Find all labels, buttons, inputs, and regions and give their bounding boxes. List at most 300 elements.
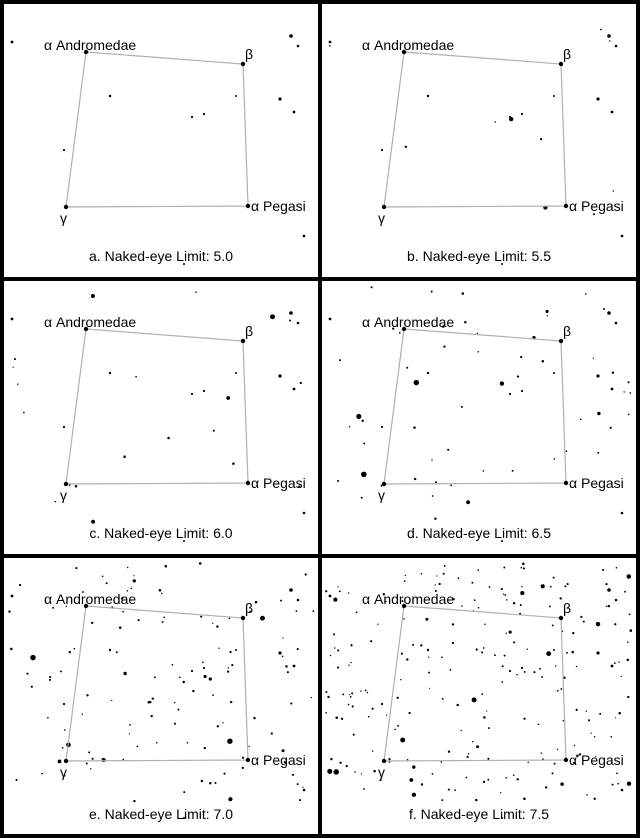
star [10,648,13,651]
panel-b-chart [322,4,636,277]
star [182,681,185,684]
label-gamma: γ [378,487,385,503]
star [363,442,365,444]
star [204,747,206,749]
star [154,676,156,678]
star [8,610,10,612]
star [106,582,108,584]
star [179,676,181,678]
star [11,595,14,598]
star [627,696,629,698]
star [607,311,611,315]
star [62,747,64,749]
star [521,390,523,392]
star [285,665,287,667]
star [553,649,555,651]
star [586,794,588,796]
star [271,732,273,734]
star [74,648,76,650]
star [542,360,545,363]
star [488,727,490,729]
star [612,371,614,373]
star [289,588,293,592]
star [471,582,473,584]
star [60,670,62,672]
star [421,573,423,575]
star [335,716,338,719]
panel-c-caption: c. Naked-eye Limit: 6.0 [89,525,233,541]
star [500,381,504,385]
star [394,729,396,731]
star [123,455,126,458]
star [131,588,133,590]
star [350,662,351,663]
star [31,686,33,688]
star [513,774,515,776]
star [481,651,483,653]
star [260,616,265,621]
alpha-pegasi-star [564,481,568,485]
star [572,632,574,634]
star [627,574,631,578]
gamma-star [382,205,386,209]
gamma-star [64,205,68,209]
label-gamma: γ [378,210,385,226]
star [361,497,363,499]
star [297,322,300,325]
great-square-outline [384,606,566,761]
panel-e [4,558,318,834]
star [123,672,126,675]
star [432,495,434,497]
star [618,661,620,663]
star [509,117,513,121]
star [370,640,372,642]
star [428,657,429,658]
star [334,647,336,649]
star [627,659,630,662]
star [11,318,14,321]
star [476,648,478,650]
star [564,585,566,587]
star [209,677,212,680]
star [287,671,289,673]
star [487,758,489,760]
star [611,665,614,668]
star [297,45,300,48]
label-beta: β [563,46,572,62]
panel-c [4,281,318,554]
star [293,111,296,114]
star [523,567,525,569]
star [593,358,594,359]
star [481,693,483,695]
star [600,29,602,31]
star [90,768,91,769]
star [576,709,578,711]
star [596,374,599,377]
star [55,501,57,503]
star [583,621,585,623]
star [607,34,611,38]
star [135,376,137,378]
star [329,595,332,598]
star [280,600,282,602]
star [509,631,512,634]
star [388,758,390,760]
star [69,651,71,653]
beta-star [241,616,245,620]
star [133,575,134,576]
star [161,593,163,595]
panel-c-chart [4,281,318,554]
star [371,286,373,288]
star [235,649,237,651]
star [435,481,437,483]
star [546,651,551,656]
star [209,782,211,784]
star [191,670,193,672]
star [487,779,489,781]
star [478,569,480,571]
star [327,769,332,774]
star [621,512,624,515]
star [293,388,296,391]
star [431,291,433,293]
star [325,712,327,714]
star [23,412,25,414]
label-beta: β [563,323,572,339]
star [162,621,164,623]
star [203,113,205,115]
panel-a [4,4,318,277]
star [412,644,414,646]
star [17,383,18,384]
star [513,641,515,643]
star [615,599,618,602]
star [377,624,378,625]
label-alpha-pegasi: α Pegasi [251,752,306,768]
star [303,512,306,515]
star [109,95,111,97]
star [596,651,599,654]
star [350,644,352,646]
gamma-star [382,759,386,763]
star [597,452,599,454]
star [223,773,225,775]
star [229,617,231,619]
star [428,672,430,674]
great-square-outline [66,606,248,761]
star [629,614,631,616]
label-alpha-andromedae: α Andromedae [362,37,455,53]
star [235,95,237,97]
star [521,586,522,587]
star [466,500,470,504]
panel-e-chart [4,558,318,834]
star [590,732,591,733]
star [356,414,361,419]
star [434,517,436,519]
star [230,701,232,703]
star [400,679,401,680]
star [203,390,205,392]
star [447,449,449,451]
star [615,322,618,325]
star [109,649,111,651]
star [552,624,554,626]
star [159,589,162,592]
star [352,705,354,707]
star [297,783,299,785]
star [356,612,358,614]
star [441,656,443,658]
star [226,396,230,400]
star [439,583,441,585]
star [368,716,370,718]
star [442,698,444,700]
star [500,792,501,793]
star [342,693,344,695]
star [13,367,14,368]
star [420,644,422,646]
star [406,367,408,369]
star [75,567,77,569]
star [517,778,519,780]
star [630,629,633,632]
star [461,730,462,731]
star [270,314,275,319]
star [458,577,460,579]
star [282,637,283,638]
label-gamma: γ [378,764,385,780]
star [174,723,176,725]
star [101,758,105,762]
star [381,426,383,428]
star [434,584,435,585]
star [412,793,416,797]
star [585,293,587,295]
star [599,713,601,715]
star [621,235,624,238]
star [86,694,88,696]
label-gamma: γ [60,764,67,780]
star [200,616,202,618]
star [610,736,612,738]
star [613,190,614,191]
star [454,789,456,791]
star [330,758,332,760]
star [91,622,93,624]
star [183,791,185,793]
star [231,664,233,666]
star [623,391,624,392]
gamma-star [64,759,68,763]
star [462,292,465,295]
star [541,676,543,678]
star [26,673,28,675]
star [30,655,36,661]
star [227,739,232,744]
star [163,616,165,618]
star [337,649,339,651]
star [506,633,507,634]
star [116,651,118,653]
star [178,709,180,711]
star [618,712,621,715]
star [191,393,193,395]
star [441,799,443,801]
star [586,711,587,712]
star [594,736,595,737]
star [566,652,568,654]
gamma-star [382,482,386,486]
great-square-outline [66,52,248,207]
star [348,664,349,665]
star [402,739,404,741]
star [574,745,575,746]
star [464,321,466,323]
star [456,704,459,707]
star [102,576,104,578]
star [333,633,335,635]
star [312,610,314,612]
star [478,351,480,353]
star [300,382,302,384]
star [538,724,540,726]
star [195,291,197,293]
star [49,679,51,681]
star [616,567,618,569]
star [527,762,528,763]
star [461,605,462,606]
label-alpha-pegasi: α Pegasi [251,475,306,491]
star [476,745,479,748]
star [486,710,487,711]
star [292,774,294,776]
panel-f-caption: f. Naked-eye Limit: 7.5 [408,806,550,822]
star [413,426,416,429]
star [440,761,442,763]
alpha-pegasi-star [564,758,568,762]
star [414,380,419,385]
great-square-outline [384,329,566,484]
star [409,778,413,782]
star [621,676,622,677]
great-square-outline [66,329,248,484]
star [212,623,213,624]
star [516,674,518,676]
star [228,667,229,668]
beta-star [241,62,245,66]
star [348,704,350,706]
star [349,694,350,695]
star [63,149,65,151]
panel-a-chart [4,4,318,277]
star [351,692,353,694]
star [242,757,244,759]
star [427,95,429,97]
star [524,671,526,673]
star [472,741,473,742]
star [303,235,306,238]
star [553,372,555,374]
star [349,426,350,427]
label-beta: β [563,600,572,616]
star [91,520,95,524]
star [466,777,468,779]
star [167,437,170,440]
star [203,667,205,669]
star [133,800,135,802]
alpha-pegasi-star [246,481,250,485]
star [232,462,235,465]
star [602,569,604,571]
star [444,565,446,567]
star [550,586,552,588]
star [119,626,122,629]
star [363,788,365,790]
star [64,729,66,731]
great-square-outline [384,52,566,207]
star [489,586,491,588]
alpha-pegasi-star [246,204,250,208]
star [608,605,610,607]
beta-star [559,616,563,620]
star [63,426,65,428]
star [151,715,153,717]
star [397,725,399,727]
star [612,784,614,786]
star [610,427,612,429]
star [339,359,341,361]
star [297,648,299,650]
panel-d-caption: d. Naked-eye Limit: 6.5 [407,525,551,541]
star [333,598,337,602]
star [520,591,524,595]
star [539,668,541,670]
panel-e-caption: e. Naked-eye Limit: 7.0 [89,806,233,822]
star [329,45,331,47]
star [520,356,522,358]
star [199,562,202,565]
panel-f [322,558,636,834]
label-beta: β [245,46,254,62]
star [414,478,416,480]
star [339,762,341,764]
star [560,688,562,690]
star [554,763,556,765]
star [483,781,485,783]
star [627,641,628,642]
star [81,713,82,714]
star [494,654,496,656]
star [216,625,218,627]
star [512,470,514,472]
star [509,670,511,672]
beta-star [559,62,563,66]
star [609,40,610,41]
star [337,480,339,482]
star [606,606,607,607]
star [483,647,485,649]
star [367,692,369,694]
star [563,720,565,722]
star [227,670,229,672]
star [450,669,452,671]
star [293,665,296,668]
star [546,310,549,313]
